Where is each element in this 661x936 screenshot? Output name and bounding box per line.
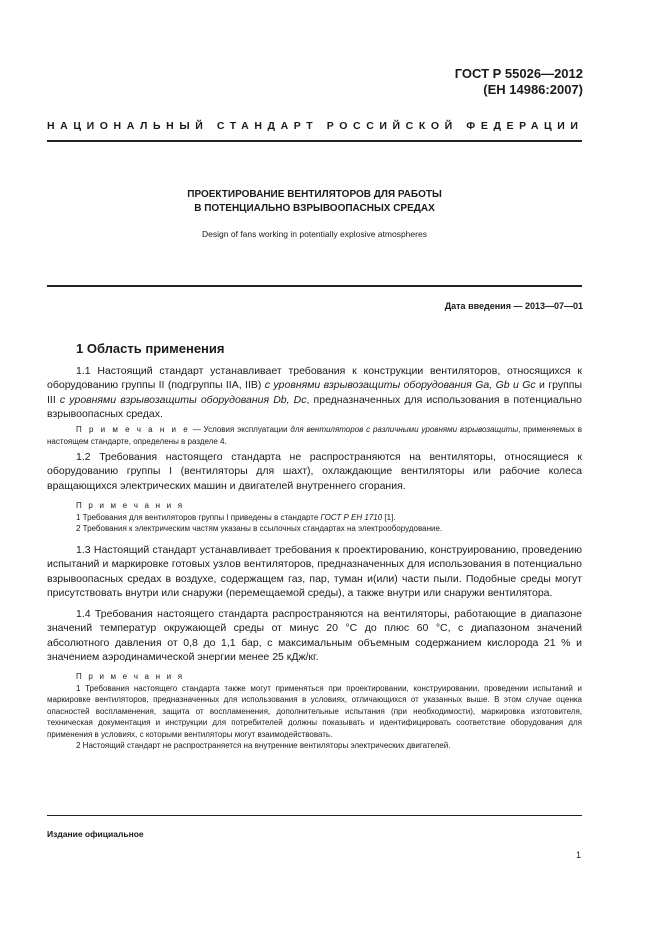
paragraph-1-1 xyxy=(47,364,582,422)
footer-rule xyxy=(47,815,582,816)
notes-3-item-1: 1 Требования настоящего стандарта также могут применяться при проектировании, конструировании, проведении испытаний и маркировке вентиляторов, предназначенных для использования в условиях, отличающихся от указанных выше. В этом случае оценка опасностей воспламенения, защита от воспламенения, дополнительные испытания (при необходимости), маркировка изготовителя, техническая документация и инструкции для потребителей должны показывать и идентифицировать соответствие оборудования для применения в условиях, с которыми вентиляторы могут взаимодействовать. xyxy=(47,683,582,739)
title-line-2: В ПОТЕНЦИАЛЬНО ВЗРЫВООПАСНЫХ СРЕДАХ xyxy=(194,203,435,214)
national-standard-banner: НАЦИОНАЛЬНЫЙ СТАНДАРТ РОССИЙСКОЙ ФЕДЕРАЦИИ xyxy=(47,120,584,132)
paragraph-1-4: 1.4 Требования настоящего стандарта распространяются на вентиляторы, работающие в диапазоне значений температур окружающей среды от минус 20 °С до плюс 60 °С, с диапазоном значений абсолютного давления от 0,8 до 1,1 бар, с максимальным объемным содержанием кислорода 21 % и значением аэродинамической энергии менее 25 кДж/кг. xyxy=(47,608,582,664)
notes-2-item-2: 2 Требования к электрическим частям указаны в ссылочных стандартах на электрооборудование. xyxy=(76,524,443,533)
standard-en-number: (ЕН 14986:2007) xyxy=(483,82,583,97)
paragraph-1-1-text-a: 1.1 Настоящий стандарт устанавливает требования к конструкции вентиляторов, относящихся к оборудованию группы II (подгруппы IIA, IIB) xyxy=(47,365,582,392)
notes-3-heading: П р и м е ч а н и я xyxy=(76,672,185,681)
notes-3-item-2: 2 Настоящий стандарт не распространяется на внутренние вентиляторы электрических двигателей. xyxy=(76,741,451,750)
notes-2-item-1 xyxy=(47,512,582,524)
notes-2 xyxy=(47,500,582,535)
english-title: Design of fans working in potentially explosive atmospheres xyxy=(202,229,427,239)
page-number: 1 xyxy=(575,850,581,860)
official-edition-label: Издание официальное xyxy=(47,829,144,839)
paragraph-1-1-text-e: , предназначенных для использования в потенциально взрывоопасных средах. xyxy=(47,393,583,421)
introduction-date: Дата введения — 2013—07—01 xyxy=(444,301,583,311)
note-1-text-a: — Условия эксплуатации xyxy=(189,425,291,434)
paragraph-1-1-text-b: с уровнями взрывозащиты оборудования Ga, Gb и Gc xyxy=(264,379,536,392)
paragraph-1-2: 1.2 Требования настоящего стандарта не распространяются на вентиляторы, относящиеся к оборудованию группы I (вентиляторы для шахт), охлаждающие вентиляторы или рабочие колеса вращающихся электрических машин и двигателей внутреннего сгорания. xyxy=(47,451,582,492)
paragraph-1-1-text-c: и группы III xyxy=(47,379,582,406)
standard-number: ГОСТ Р 55026—2012 xyxy=(454,66,583,81)
notes-2-item-1-text-b: ГОСТ Р ЕН 1710 xyxy=(320,512,383,522)
standard-number-block xyxy=(455,66,583,98)
title-rule xyxy=(47,285,582,287)
note-1-text-b: для вентиляторов с различными уровнями взрывозащиты xyxy=(290,425,519,434)
notes-2-item-1-text-a: 1 Требования для вентиляторов группы I приведены в стандарте xyxy=(76,512,321,522)
note-1 xyxy=(47,424,582,447)
section-heading: 1 Область применения xyxy=(76,341,225,356)
notes-3 xyxy=(47,671,582,752)
note-1-text-c: , применяемых в настоящем стандарте, определены в разделе 4. xyxy=(47,425,583,446)
paragraph-1-3: 1.3 Настоящий стандарт устанавливает требования к проектированию, конструированию, проведению испытаний и маркировке готовых узлов вентиляторов, предназначенных для использования в потенциально взрывоопасных средах в воздухе, содержащем газ, пар, туман и(или) части пыли. Подобные среды могут присутствовать внутри или снаружи (перемещаемой среды), а также внутри или снаружи вентилятора. xyxy=(47,544,582,600)
notes-2-item-1-text-c: [1]. xyxy=(382,512,396,522)
title-line-1: ПРОЕКТИРОВАНИЕ ВЕНТИЛЯТОРОВ ДЛЯ РАБОТЫ xyxy=(187,189,442,200)
notes-2-heading: П р и м е ч а н и я xyxy=(76,501,185,510)
paragraph-1-1-text-d: с уровнями взрывозащиты оборудования Db, Dc xyxy=(59,393,307,406)
header-rule xyxy=(47,140,582,142)
note-1-label: П р и м е ч а н и е xyxy=(76,425,190,434)
